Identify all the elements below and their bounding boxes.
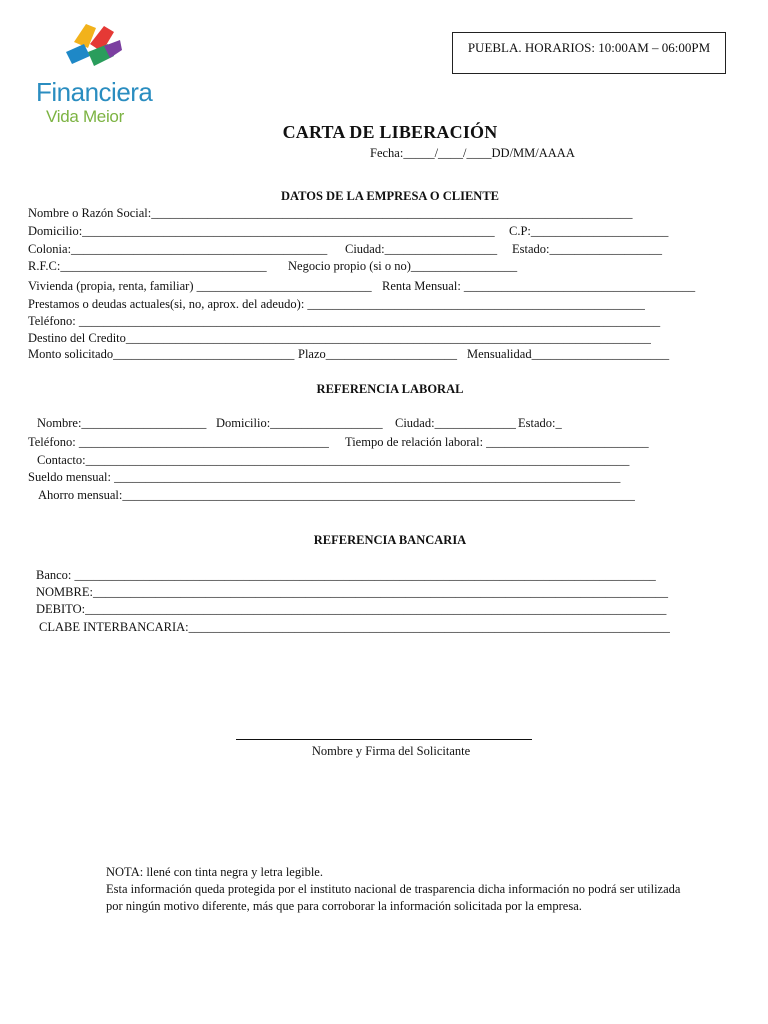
field-laboral-estado[interactable]: Estado:_	[518, 416, 562, 430]
section-title-bancaria: REFERENCIA BANCARIA	[313, 533, 467, 547]
field-laboral-telefono[interactable]: Teléfono: ________________________________________	[28, 435, 329, 449]
field-clabe[interactable]: CLABE INTERBANCARIA:_____________________________________________________________________________	[39, 620, 670, 634]
field-vivienda[interactable]: Vivienda (propia, renta, familiar) ____________________________	[28, 279, 372, 293]
field-laboral-nombre[interactable]: Nombre:____________________	[37, 416, 207, 430]
signature-label: Nombre y Firma del Solicitante	[311, 744, 471, 758]
date-field[interactable]: Fecha:_____/____/____DD/MM/AAAA	[370, 146, 575, 160]
field-ahorro-mensual[interactable]: Ahorro mensual:__________________________________________________________________________________	[38, 488, 635, 502]
field-banco-nombre[interactable]: NOMBRE:____________________________________________________________________________________________	[36, 585, 668, 599]
field-prestamos[interactable]: Prestamos o deudas actuales(si, no, aprox. del adeudo): ______________________________________________________	[28, 297, 645, 311]
field-sueldo-mensual[interactable]: Sueldo mensual: _________________________________________________________________________________	[28, 470, 621, 484]
note-title: NOTA: llené con tinta negra y letra legible.	[106, 865, 323, 879]
field-negocio-propio[interactable]: Negocio propio (si o no)_________________	[288, 259, 518, 273]
field-colonia[interactable]: Colonia:_________________________________________	[28, 242, 328, 256]
field-mensualidad[interactable]: Mensualidad______________________	[467, 347, 670, 361]
field-renta-mensual[interactable]: Renta Mensual: _____________________________________	[382, 279, 696, 293]
field-laboral-domicilio[interactable]: Domicilio:__________________	[216, 416, 383, 430]
field-cp[interactable]: C.P:______________________	[509, 224, 669, 238]
section-title-empresa: DATOS DE LA EMPRESA O CLIENTE	[281, 189, 499, 203]
note-body: Esta información queda protegida por el instituto nacional de trasparencia dicha información no podrá ser utilizada por ningún motivo diferente, más que para corroborar la información solicitada por la empresa.	[106, 882, 681, 913]
field-rfc[interactable]: R.F.C:_________________________________	[28, 259, 267, 273]
hours-box: PUEBLA. HORARIOS: 10:00AM – 06:00PM	[452, 32, 726, 74]
field-tiempo-relacion[interactable]: Tiempo de relación laboral: __________________________	[345, 435, 649, 449]
field-telefono[interactable]: Teléfono: _____________________________________________________________________________________________	[28, 314, 661, 328]
section-title-laboral: REFERENCIA LABORAL	[316, 382, 464, 396]
field-monto-solicitado[interactable]: Monto solicitado_____________________________	[28, 347, 295, 361]
field-destino-credito[interactable]: Destino del Credito____________________________________________________________________________________	[28, 331, 651, 345]
logo-name: Financiera	[36, 77, 153, 107]
signature-line[interactable]	[236, 739, 532, 740]
field-laboral-ciudad[interactable]: Ciudad:_____________	[395, 416, 516, 430]
field-plazo[interactable]: Plazo_____________________	[298, 347, 458, 361]
field-domicilio[interactable]: Domicilio:__________________________________________________________________	[28, 224, 495, 238]
page-title: CARTA DE LIBERACIÓN	[282, 122, 498, 142]
field-contacto[interactable]: Contacto:_______________________________________________________________________________________	[37, 453, 630, 467]
company-logo	[36, 22, 154, 132]
hands-logo-icon	[64, 22, 124, 74]
field-estado[interactable]: Estado:__________________	[512, 242, 662, 256]
field-debito[interactable]: DEBITO:_____________________________________________________________________________________________	[36, 602, 667, 616]
field-razon-social[interactable]: Nombre o Razón Social:_____________________________________________________________________________	[28, 206, 633, 220]
field-ciudad[interactable]: Ciudad:__________________	[345, 242, 498, 256]
field-banco[interactable]: Banco: _____________________________________________________________________________________________	[36, 568, 656, 582]
logo-subtitle: Vida Meior	[46, 107, 124, 126]
